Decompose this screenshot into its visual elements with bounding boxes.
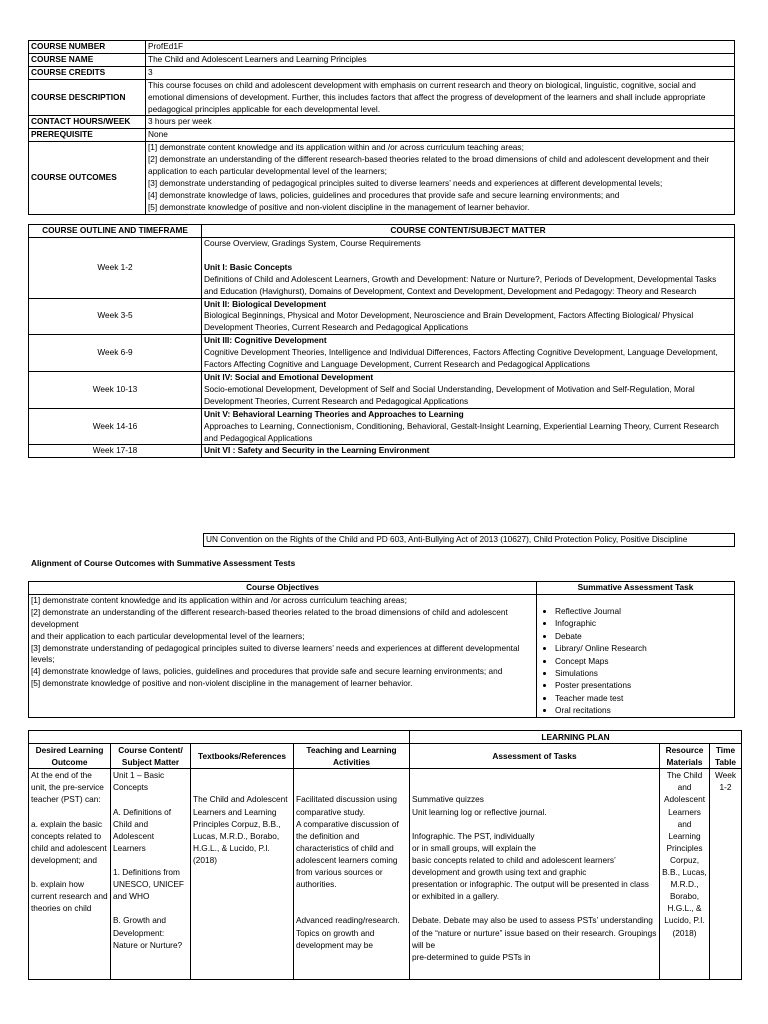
plan-title-row (29, 731, 742, 744)
outline-row (29, 335, 735, 372)
row-label: COURSE NAME (29, 53, 146, 66)
course-description-row (29, 79, 735, 116)
row-value: None (146, 129, 735, 142)
outline-header-row (29, 225, 735, 238)
alignment-header-row (29, 582, 735, 595)
course-name-row (29, 53, 735, 66)
activities-cell: Facilitated discussion using comparative study. A comparative discussion of the definition and characteristics of child and adolescent learners coming from various sources or authorities. Advanced reading/research. Topics on growth and development may be (294, 769, 410, 980)
content-cell: Unit 1 – Basic Concepts A. Definitions of Child and Adolescent Learners 1. Definitions from UNESCO, UNICEF and WHO B. Growth and Development: Nature or Nurture? (111, 769, 191, 980)
continuation-cell: UN Convention on the Rights of the Child and PD 603, Anti-Bullying Act of 2013 (10627), Child Protection Policy, Positive Discipline (204, 534, 735, 547)
unit-title: Unit VI : Safety and Security in the Learning Environment (204, 445, 430, 456)
plan-header-row (29, 744, 742, 769)
contact-hours-row (29, 116, 735, 129)
resources-cell: The Child and Adolescent Learners and Learning Principles Corpuz, B.B., Lucas, M.R.D., Borabo, H.G.L., & Lucido, P.I. (2018) (660, 769, 710, 980)
prerequisite-row (29, 129, 735, 142)
outline-continuation-table (203, 533, 735, 547)
content-cell (202, 408, 735, 445)
unit-title: Unit V: Behavioral Learning Theories and Approaches to Learning (204, 408, 464, 419)
unit-topics: Biological Beginnings, Physical and Motor Development, Neuroscience and Brain Development, Factors Affecting Biological/ Physical Development Theories, Current Research and Pedagogical Applications (204, 310, 694, 333)
course-outline-table (28, 224, 735, 458)
list-item: • Infographic (555, 617, 732, 629)
content-header: COURSE CONTENT/SUBJECT MATTER (202, 225, 735, 238)
row-value: The Child and Adolescent Learners and Learning Principles (146, 53, 735, 66)
objectives-cell: [1] demonstrate content knowledge and its application within and /or across curriculum teaching areas; [2] demonstrate an understanding of the different research-based theories related to the broad dimensions of child and adolescent development and their application to each particular developmental level of the learners; [3] demonstrate understanding of pedagogical principles suited to diverse learners’ needs and experiences at different developmental levels; [4] demonstrate knowledge of laws, policies, guidelines and procedures that provide safe and secure learning environments; and [5] demonstrate knowledge of positive and non-violent discipline in the management of learner behavior. (29, 594, 537, 717)
alignment-table (28, 581, 735, 718)
list-item: • Simulations (555, 667, 732, 679)
unit-title: Unit IV: Social and Emotional Development (204, 371, 374, 382)
unit-topics: Socio-emotional Development, Development of Self and Social Understanding, Development of Motivation and Self-Regulation, Moral Development Theories, Current Research and Pedagogical Applications (204, 383, 695, 406)
row-value: 3 hours per week (146, 116, 735, 129)
row-label: PREREQUISITE (29, 129, 146, 142)
outline-row (29, 298, 735, 335)
alignment-body-row (29, 594, 735, 717)
row-value: 3 (146, 66, 735, 79)
timeframe-header: COURSE OUTLINE AND TIMEFRAME (29, 225, 202, 238)
content-cell (202, 371, 735, 408)
tasks-header: Summative Assessment Task (537, 582, 735, 595)
content-cell (202, 237, 735, 298)
list-item: • Reflective Journal (555, 605, 732, 617)
course-number-row (29, 41, 735, 54)
week-cell: Week 17-18 (29, 445, 202, 458)
unit-topics: Definitions of Child and Adolescent Learners, Growth and Development: Nature or Nurture?, Periods of Development, Developmental Tasks and Education (Havighurst), Domains of Development, Context and Development, Development and Pedagogy: Theory and Research (204, 273, 717, 296)
outcome-header: Desired Learning Outcome (29, 744, 111, 769)
course-credits-row (29, 66, 735, 79)
row-value: [1] demonstrate content knowledge and its application within and /or across curriculum teaching areas; [2] demonstrate an understanding of the different research-based theories related to the broad dimensions of child and adolescent development and their application to each particular developmental level of the learners; [3] demonstrate understanding of pedagogical principles suited to diverse learners’ needs and experiences at different developmental levels; [4] demonstrate knowledge of laws, policies, guidelines and procedures that provide safe and secure learning environments; and [5] demonstrate knowledge of positive and non-violent discipline in the management of learner behavior. (146, 142, 735, 214)
plan-title: LEARNING PLAN (410, 731, 742, 744)
row-label: COURSE NUMBER (29, 41, 146, 54)
week-cell: Week 14-16 (29, 408, 202, 445)
list-item: • Library/ Online Research (555, 642, 732, 654)
outline-row (29, 408, 735, 445)
plan-title-blank (29, 731, 410, 744)
row-value: ProfEd1F (146, 41, 735, 54)
content-header: Course Content/ Subject Matter (111, 744, 191, 769)
row-label: COURSE DESCRIPTION (29, 79, 146, 116)
time-cell: Week 1-2 (710, 769, 742, 980)
row-label: CONTACT HOURS/WEEK (29, 116, 146, 129)
outcome-cell: At the end of the unit, the pre-service teacher (PST) can: a. explain the basic concepts related to child and adolescent development; and b. explain how current research and theories on child (29, 769, 111, 980)
row-value: This course focuses on child and adolescent development with emphasis on current research and theory on biological, linguistic, cognitive, social and emotional dimensions of development. Further, this includes factors that affect the progress of development of the learners and shall include appropriate pedagogical principles applicable for each developmental level. (146, 79, 735, 116)
textbooks-header: Textbooks/References (191, 744, 294, 769)
resources-header: Resource Materials (660, 744, 710, 769)
week-cell: Week 1-2 (29, 237, 202, 298)
content-cell (202, 335, 735, 372)
week-cell: Week 10-13 (29, 371, 202, 408)
list-item: • Concept Maps (555, 655, 732, 667)
list-item: • Poster presentations (555, 679, 732, 691)
alignment-heading: Alignment of Course Outcomes with Summative Assessment Tests (31, 558, 296, 568)
list-item: • Oral recitations (555, 704, 732, 716)
learning-plan-table (28, 730, 742, 980)
unit-title: Unit I: Basic Concepts (204, 261, 293, 272)
tasks-list (539, 605, 732, 717)
week-cell: Week 3-5 (29, 298, 202, 335)
outline-row (29, 445, 735, 458)
outline-row (29, 237, 735, 298)
week-cell: Week 6-9 (29, 335, 202, 372)
unit-title: Unit III: Cognitive Development (204, 335, 327, 346)
list-item: • Teacher made test (555, 692, 732, 704)
tasks-cell (537, 594, 735, 717)
assessment-header: Assessment of Tasks (410, 744, 660, 769)
course-outcomes-row (29, 142, 735, 214)
list-item: • Debate (555, 630, 732, 642)
outline-row (29, 371, 735, 408)
course-overview-text: Course Overview, Gradings System, Course Requirements (204, 237, 421, 248)
row-label: COURSE OUTCOMES (29, 142, 146, 214)
course-info-table (28, 40, 735, 215)
unit-topics: Cognitive Development Theories, Intelligence and Individual Differences, Factors Affecting Cognitive Development, Language Development, Factors Affecting Cognitive and Language Development, Current Research and Pedagogical Applications (204, 347, 718, 370)
assessment-cell: Summative quizzes Unit learning log or reflective journal. Infographic. The PST, individually or in small groups, will explain the basic concepts related to child and adolescent learners’ development and growth using text and graphic presentation or infographic. The output will be presented in class or exhibited in a gallery. Debate. Debate may also be used to assess PSTs’ understanding of the “nature or nurture” issue based on their research. Groupings will be pre-determined to guide PSTs in (410, 769, 660, 980)
plan-row (29, 769, 742, 980)
unit-title: Unit II: Biological Development (204, 298, 327, 309)
objectives-header: Course Objectives (29, 582, 537, 595)
row-label: COURSE CREDITS (29, 66, 146, 79)
time-header: Time Table (710, 744, 742, 769)
content-cell (202, 445, 735, 458)
content-cell (202, 298, 735, 335)
textbooks-cell: The Child and Adolescent Learners and Learning Principles Corpuz, B.B., Lucas, M.R.D., Borabo, H.G.L., & Lucido, P.I. (2018) (191, 769, 294, 980)
activities-header: Teaching and Learning Activities (294, 744, 410, 769)
unit-topics: Approaches to Learning, Connectionism, Conditioning, Behavioral, Gestalt-Insight Learning, Experiential Learning Theory, Current Research and Pedagogical Applications (204, 420, 719, 443)
